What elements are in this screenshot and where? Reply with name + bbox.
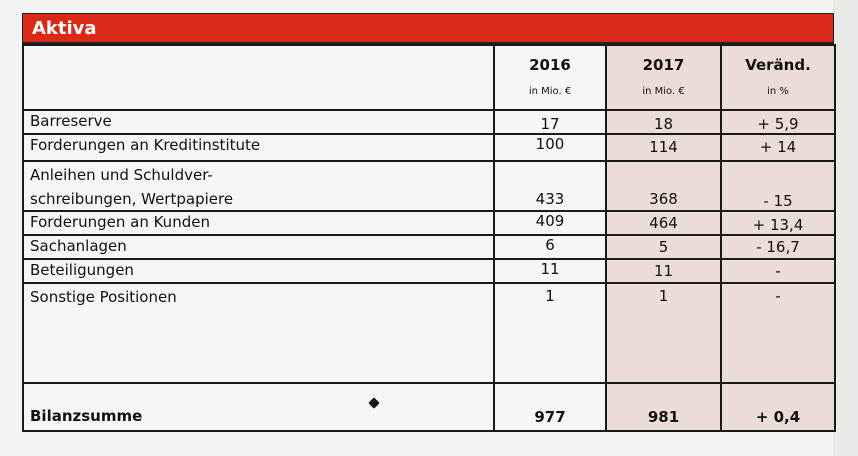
header-change: Veränd. in % bbox=[721, 45, 835, 110]
table-row: Sachanlagen 6 5 - 16,7 bbox=[23, 235, 835, 259]
header-row bbox=[23, 45, 835, 110]
table-row: Anleihen und Schuldver- schreibungen, Wertpapiere 433 368 - 15 bbox=[23, 161, 835, 211]
aktiva-table bbox=[22, 44, 836, 432]
header-2016: 2016 in Mio. € bbox=[494, 45, 606, 110]
table-row: Forderungen an Kunden 409 464 + 13,4 bbox=[23, 211, 835, 235]
header-empty-cell bbox=[23, 45, 494, 110]
total-row: Bilanzsumme 977 981 + 0,4 bbox=[23, 383, 835, 431]
aktiva-table-container bbox=[22, 13, 834, 432]
table-row: Sonstige Positionen 1 1 - bbox=[23, 283, 835, 383]
table-row: Beteiligungen 11 11 - bbox=[23, 259, 835, 283]
table-title-bar bbox=[22, 13, 834, 44]
table-title: Aktiva bbox=[32, 17, 97, 39]
table-row: Barreserve 17 18 + 5,9 bbox=[23, 110, 835, 134]
page-edge bbox=[833, 0, 858, 456]
header-2017: 2017 in Mio. € bbox=[606, 45, 721, 110]
table-row: Forderungen an Kreditinstitute 100 114 + 14 bbox=[23, 134, 835, 161]
